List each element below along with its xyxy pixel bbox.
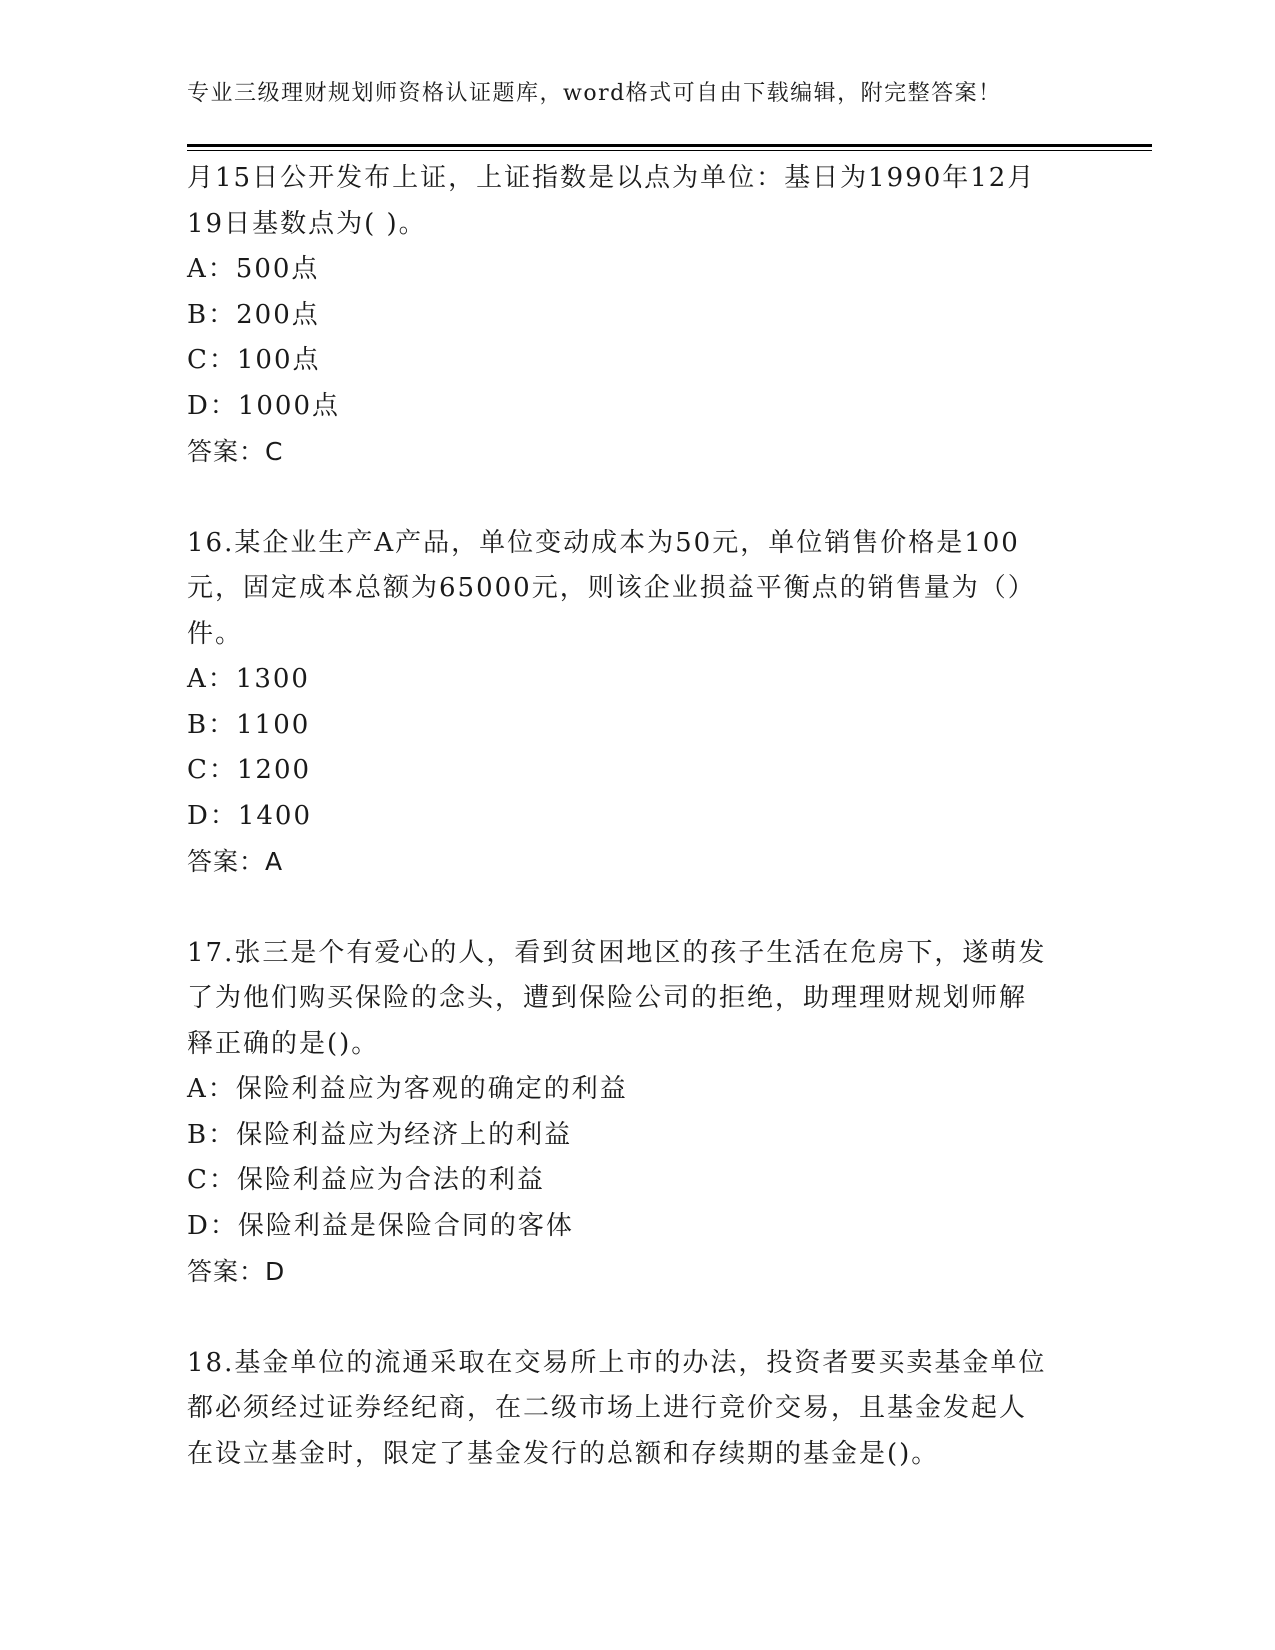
header-rule-thick <box>187 144 1152 147</box>
option-a: A：1300 <box>187 664 310 694</box>
option-c: C：1200 <box>187 755 312 785</box>
option-d: D：1000点 <box>187 390 341 421</box>
question-stem-line: 了为他们购买保险的念头，遭到保险公司的拒绝，助理理财规划师解 <box>187 983 1028 1013</box>
question-block-15 <box>187 156 1087 475</box>
option-c: C：保险利益应为合法的利益 <box>187 1165 545 1195</box>
option-d: D：保险利益是保险合同的客体 <box>187 1210 574 1241</box>
option-a: A：500点 <box>187 254 320 284</box>
question-stem-line: 元，固定成本总额为65000元，则该企业损益平衡点的销售量为（） <box>187 573 1036 603</box>
question-stem-line: 19日基数点为( )。 <box>187 208 427 239</box>
question-stem-line: 月15日公开发布上证，上证指数是以点为单位：基日为1990年12月 <box>187 163 1036 193</box>
option-b: B：1100 <box>187 709 311 740</box>
question-block-16 <box>187 521 1087 885</box>
block-spacer <box>187 475 1087 521</box>
question-stem-line: 都必须经过证券经纪商，在二级市场上进行竞价交易，且基金发起人 <box>187 1393 1028 1423</box>
option-b: B：保险利益应为经济上的利益 <box>187 1119 573 1150</box>
question-stem-line: 18.基金单位的流通采取在交易所上市的办法，投资者要买卖基金单位 <box>187 1347 1047 1378</box>
option-b: B：200点 <box>187 299 320 330</box>
option-d: D：1400 <box>187 800 313 831</box>
question-stem-line: 在设立基金时，限定了基金发行的总额和存续期的基金是()。 <box>187 1438 940 1469</box>
page-header: 专业三级理财规划师资格认证题库，word格式可自由下载编辑，附完整答案！ <box>187 81 1002 106</box>
block-spacer <box>187 885 1087 931</box>
question-stem-line: 16.某企业生产A产品，单位变动成本为50元，单位销售价格是100 <box>187 527 1020 558</box>
question-block-17 <box>187 931 1087 1295</box>
answer-line: 答案：A <box>187 847 284 876</box>
header-rule-thin <box>187 150 1152 151</box>
question-stem-line: 17.张三是个有爱心的人，看到贫困地区的孩子生活在危房下，遂萌发 <box>187 937 1047 968</box>
option-c: C：100点 <box>187 345 321 375</box>
question-stem-line: 释正确的是()。 <box>187 1028 380 1059</box>
question-block-18 <box>187 1341 1087 1478</box>
answer-line: 答案：C <box>187 437 284 466</box>
answer-line: 答案：D <box>187 1257 286 1286</box>
question-stem-line: 件。 <box>187 618 244 649</box>
block-spacer <box>187 1295 1087 1341</box>
option-a: A：保险利益应为客观的确定的利益 <box>187 1074 628 1104</box>
question-content <box>187 156 1087 1477</box>
